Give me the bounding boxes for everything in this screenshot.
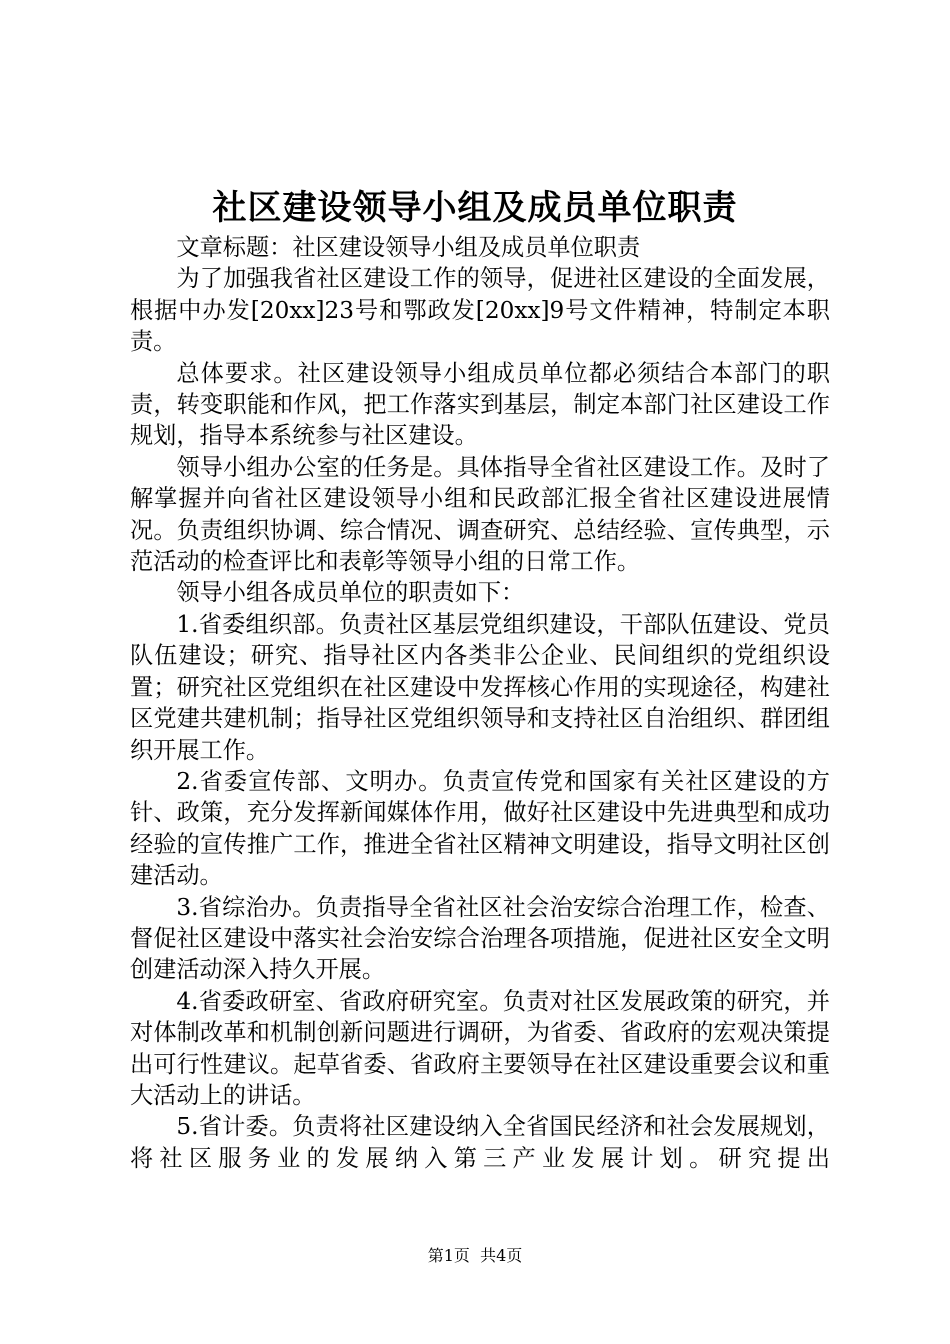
paragraph-item-2: 2.省委宣传部、文明办。负责宣传党和国家有关社区建设的方针、政策，充分发挥新闻媒体作用，做好社区建设中先进典型和成功经验的宣传推广工作，推进全省社区精神文明建设，指导文明社区创建活动。 [130,767,830,890]
page-footer: 第1页 共4页 [427,1246,523,1265]
paragraph-item-4: 4.省委政研室、省政府研究室。负责对社区发展政策的研究，并对体制改革和机制创新问题进行调研，为省委、省政府的宏观决策提出可行性建议。起草省委、省政府主要领导在社区建设重要会议和重大活动上的讲话。 [130,987,830,1109]
paragraph-intro: 为了加强我省社区建设工作的领导，促进社区建设的全面发展，根据中办发[20xx]23号和鄂政发[20xx]9号文件精神，特制定本职责。 [130,265,830,356]
paragraph-item-3: 3.省综治办。负责指导全省社区社会治安综合治理工作，检查、督促社区建设中落实社会治安综合治理各项措施，促进社区安全文明创建活动深入持久开展。 [130,893,830,984]
document-body [130,232,830,1174]
paragraph-office-tasks: 领导小组办公室的任务是。具体指导全省社区建设工作。及时了解掌握并向省社区建设领导小组和民政部汇报全省社区建设进展情况。负责组织协调、综合情况、调查研究、总结经验、宣传典型，示范活动的检查评比和表彰等领导小组的日常工作。 [130,453,830,576]
paragraph-article-title: 文章标题：社区建设领导小组及成员单位职责 [176,234,641,261]
document-title: 社区建设领导小组及成员单位职责 [212,188,738,228]
paragraph-item-1: 1.省委组织部。负责社区基层党组织建设，干部队伍建设、党员队伍建设；研究、指导社区内各类非公企业、民间组织的党组织设置；研究社区党组织在社区建设中发挥核心作用的实现途径，构建社区党建共建机制；指导社区党组织领导和支持社区自治组织、群团组织开展工作。 [130,610,830,764]
paragraph-general-requirements: 总体要求。社区建设领导小组成员单位都必须结合本部门的职责，转变职能和作风，把工作落实到基层，制定本部门社区建设工作规划，指导本系统参与社区建设。 [130,359,830,450]
paragraph-member-duties-heading: 领导小组各成员单位的职责如下： [176,579,525,607]
paragraph-item-5: 5.省计委。负责将社区建设纳入全省国民经济和社会发展规划，将社区服务业的发展纳入第三产业发展计划。研究提出 [130,1113,830,1172]
